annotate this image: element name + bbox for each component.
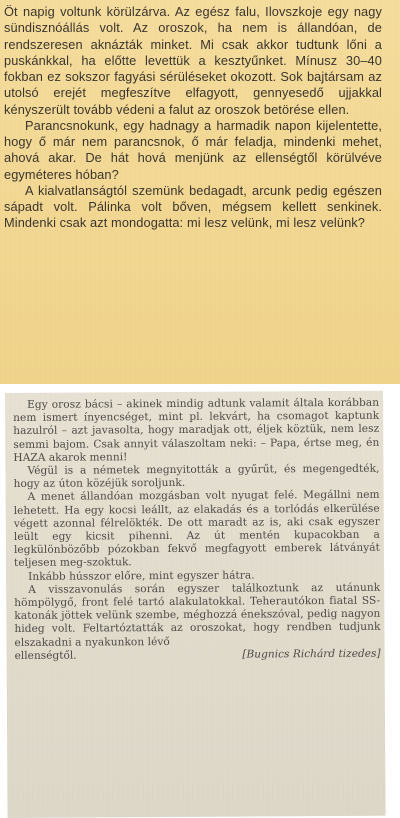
bottom-paragraph-2: Végül is a németek megnyitották a gyűrűt, és megengedték, hogy az úton közéjük soroljunk. [13,462,380,491]
top-article-clip [0,0,400,384]
top-paragraph-3: A kialvatlanságtól szemünk bedagadt, arcunk pedig egészen sápadt volt. Pálinka volt bőven, mégsem kellett senkinek. Mindenki csak azt mondogatta: mi lesz velünk, mi lesz velünk? [4,182,382,231]
top-paragraph-1: Öt napig voltunk körülzárva. Az egész falu, Ilovszkoje egy nagy sündisznóállás volt. Az oroszok, ha nem is állandóan, de rendszeresen aknázták minket. Mi csak akkor tudtunk lőni a puskánkkal, ha előtte levettük a kesztyűnket. Mínusz 30–40 fokban ez sokszor fagyási sérüléseket okozott. Sok bajtársam az utolsó erejét megfeszítve elfagyott, gennyesedő ujjakkal kényszerült tovább védeni a falut az oroszok betörése ellen. [4,4,382,117]
last-line-text: ellenségtől. [14,649,77,662]
bottom-article-clip [5,391,386,818]
top-paragraph-2: Parancsnokunk, egy hadnagy a harmadik napon kijelentette, hogy ő már nem parancsnok, ő már feladja, mindenki mehet, ahová akar. De hát hová menjünk az ellenségtől körülvéve egyméteres hóban? [4,117,382,182]
bottom-paragraph-1: Egy orosz bácsi – akinek mindig adtunk valamit általa korábban nem ismert ínyencséget, mint pl. lekvárt, ha csomagot kaptunk hazulról – azt javasolta, hogy maradjak ott, éljek köztük, nem lesz semmi bajom. Csak annyit válaszoltam neki: – Papa, értse meg, én HAZA akarok menni! [13,396,380,464]
bottom-paragraph-4: Inkább hússzor előre, mint egyszer hátra. [28,569,255,583]
bottom-paragraph-3: A menet állandóan mozgásban volt nyugat felé. Megállni nem lehetett. Ha egy kocsi leállt, az elakadás és a torlódás elkerülése végett azonnal félrelökték. De ott maradt az is, aki csak egyszer leült egy kicsit pihenni. Az út mentén kupacokban a legkülönbözőbb pózokban fekvő megfagyott emberek látványát teljesen meg-szoktuk. [13,489,380,570]
bottom-paragraph-5: A visszavonulás során egyszer találkoztunk az utánunk hömpölygő, front felé tartó alakulatokkal. Teherautókon fiatal SS-katonák jöttek velünk szembe, méghozzá énekszóval, pedig nagyon hideg volt. Feltartóztatták az oroszokat, hogy rendben tudjunk elszakadni a nyakunkon lévő [14,581,381,649]
author-signature: [Bugnics Richárd tizedes] [242,647,381,661]
signature-line [15,648,381,663]
